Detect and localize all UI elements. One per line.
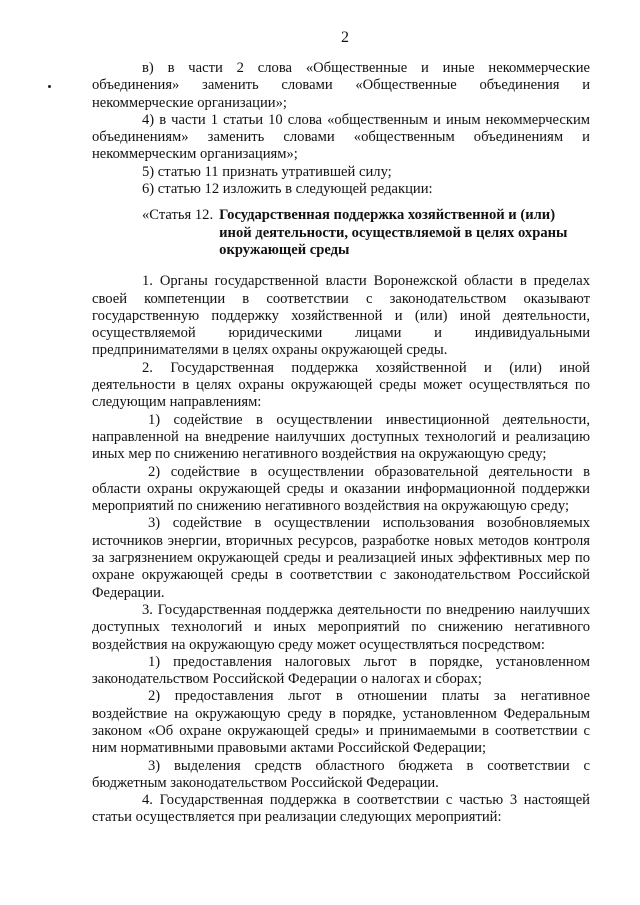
intro-paragraph: 6) статью 12 изложить в следующей редакции: — [142, 181, 433, 198]
intro-paragraph: 5) статью 11 признать утратившей силу; — [142, 163, 392, 180]
body-list-item: 2) предоставления льгот в отношении платы за негативное воздействие на окружающую среду в порядке, установленном Федеральным законом «Об охране окружающей среды» и принимаемыми в соответствии с ним нормативными правовыми актами Российской Федерации; — [92, 688, 590, 757]
article-body — [92, 273, 590, 827]
body-paragraph: 1. Органы государственной власти Воронежской области в пределах своей компетенции в соответствии с законодательством оказывают государственную поддержку хозяйственной и (или) иной деятельности, осуществляемой юридическими лицами и индивидуальными предпринимателями в целях охраны окружающей среды. — [92, 273, 590, 359]
body-paragraph: 4. Государственная поддержка в соответствии с частью 3 настоящей статьи осуществляется при реализации следующих мероприятий: — [92, 792, 590, 826]
page-number: 2 — [341, 29, 349, 46]
body-paragraph: 3. Государственная поддержка деятельности по внедрению наилучших доступных технологий и иных мероприятий по снижению негативного воздействия на окружающую среду может осуществляться посредством: — [92, 601, 590, 653]
intro-paragraph: 4) в части 1 статьи 10 слова «общественным и иным некоммерческим объединениям» заменить словами «общественным объединениям и некоммерческим организациям»; — [92, 111, 590, 163]
body-list-item: 2) содействие в осуществлении образовательной деятельности в области охраны окружающей среды и оказании информационной поддержки мероприятий по снижению негативного воздействия на окружающую среду; — [92, 463, 590, 515]
article-label: «Статья 12. — [142, 207, 214, 224]
article-heading — [92, 207, 590, 259]
body-paragraph: 2. Государственная поддержка хозяйственной и (или) иной деятельности в целях охраны окружающей среды может осуществляться по следующим направлениям: — [92, 359, 590, 411]
intro-paragraph: в) в части 2 слова «Общественные и иные некоммерческие объединения» заменить словами «Общественные объединения и некоммерческие организации»; — [92, 60, 590, 111]
scan-dot — [48, 85, 51, 88]
article-title: Государственная поддержка хозяйственной и (или) иной деятельности, осуществляемой в целях охраны окружающей среды — [219, 207, 568, 258]
body-list-item: 3) выделения средств областного бюджета в соответствии с бюджетным законодательством Российской Федерации. — [92, 757, 590, 791]
body-list-item: 3) содействие в осуществлении использования возобновляемых источников энергии, вторичных ресурсов, разработке новых методов контроля за загрязнением окружающей среды и реализацией иных эффективных мер по охране окружающей среды в соответствии с законодательством Российской Федерации. — [92, 515, 590, 601]
body-list-item: 1) предоставления налоговых льгот в порядке, установленном законодательством Российской Федерации о налогах и сборах; — [92, 653, 590, 688]
body-list-item: 1) содействие в осуществлении инвестиционной деятельности, направленной на внедрение наилучших доступных технологий и реализацию иных мер по снижению негативного воздействия на окружающую среду; — [92, 411, 590, 463]
